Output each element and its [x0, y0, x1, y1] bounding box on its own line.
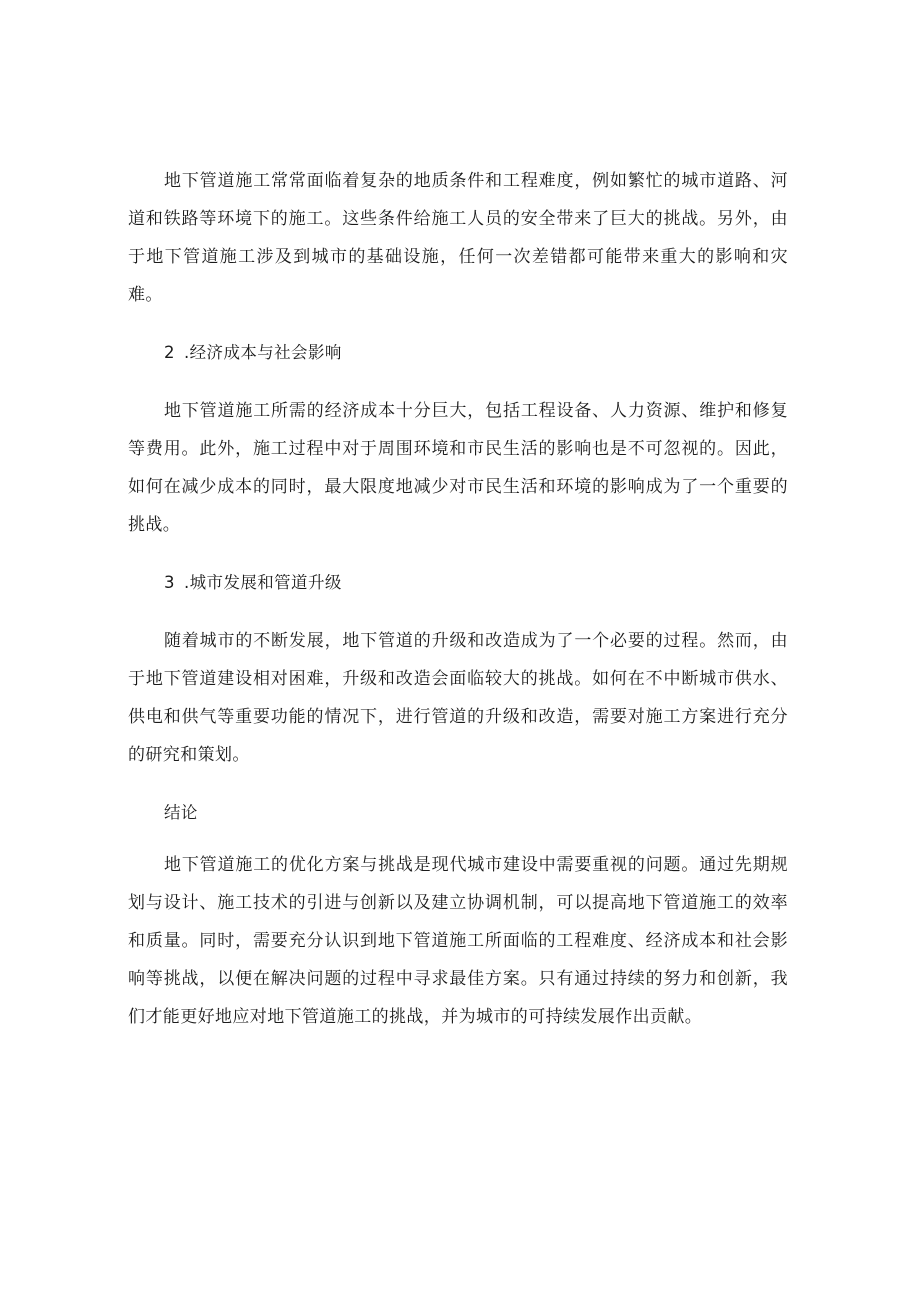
paragraph-urban-development: 随着城市的不断发展，地下管道的升级和改造成为了一个必要的过程。然而，由于地下管道建设相对困难，升级和改造会面临较大的挑战。如何在不中断城市供水、供电和供气等重要功能的情况下，进行管道的升级和改造，需要对施工方案进行充分的研究和策划。	[128, 631, 788, 765]
section-number: 2	[164, 343, 175, 362]
section-heading-economic-cost	[128, 338, 788, 368]
section-title: .经济成本与社会影响	[184, 343, 342, 362]
document-body	[128, 162, 788, 1060]
paragraph-economic-cost: 地下管道施工所需的经济成本十分巨大，包括工程设备、人力资源、维护和修复等费用。此外，施工过程中对于周围环境和市民生活的影响也是不可忽视的。因此，如何在减少成本的同时，最大限度地减少对市民生活和环境的影响成为了一个重要的挑战。	[128, 401, 788, 535]
conclusion-heading: 结论	[164, 803, 198, 822]
section-heading-urban-development	[128, 568, 788, 598]
section-title: .城市发展和管道升级	[184, 573, 342, 592]
section-number: 3	[164, 573, 175, 592]
paragraph-engineering-difficulty: 地下管道施工常常面临着复杂的地质条件和工程难度，例如繁忙的城市道路、河道和铁路等环境下的施工。这些条件给施工人员的安全带来了巨大的挑战。另外，由于地下管道施工涉及到城市的基础设施，任何一次差错都可能带来重大的影响和灾难。	[128, 171, 788, 305]
paragraph-conclusion: 地下管道施工的优化方案与挑战是现代城市建设中需要重视的问题。通过先期规划与设计、施工技术的引进与创新以及建立协调机制，可以提高地下管道施工的效率和质量。同时，需要充分认识到地下管道施工所面临的工程难度、经济成本和社会影响等挑战，以便在解决问题的过程中寻求最佳方案。只有通过持续的努力和创新，我们才能更好地应对地下管道施工的挑战，并为城市的可持续发展作出贡献。	[128, 855, 788, 1027]
